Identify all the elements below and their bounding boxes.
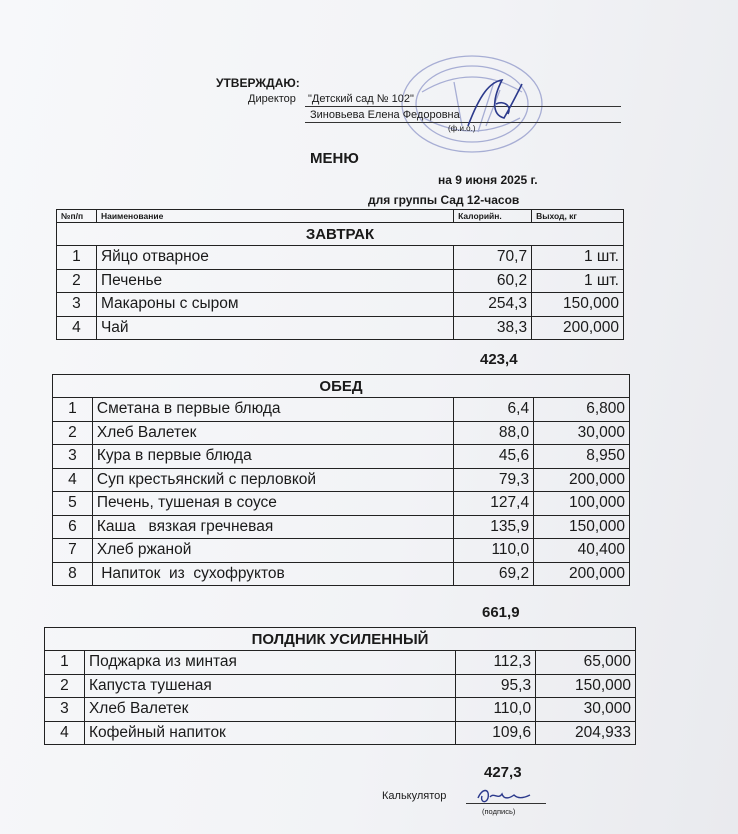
header-calories: Калорийн.: [454, 210, 532, 223]
row-calories: 127,4: [454, 492, 534, 516]
menu-group: для группы Сад 12-часов: [368, 193, 520, 207]
row-output: 200,000: [534, 562, 630, 586]
table-row: [53, 515, 630, 539]
row-calories: 88,0: [454, 421, 534, 445]
row-num: 4: [53, 468, 93, 492]
row-output: 30,000: [534, 421, 630, 445]
row-output: 100,000: [534, 492, 630, 516]
row-output: 40,400: [534, 539, 630, 563]
row-output: 150,000: [536, 674, 636, 698]
section-title-row: [57, 223, 624, 246]
table-row: [53, 445, 630, 469]
calculator-label: Калькулятор: [382, 790, 447, 802]
row-name: Хлеб Валетек: [92, 421, 453, 445]
director-label: Директор: [248, 93, 296, 105]
row-num: 2: [53, 421, 93, 445]
menu-title: МЕНЮ: [310, 150, 359, 167]
row-output: 30,000: [536, 698, 636, 722]
table-row: [45, 698, 636, 722]
row-calories: 38,3: [454, 316, 532, 340]
row-name: Поджарка из минтая: [84, 651, 455, 675]
row-name: Печень, тушеная в соусе: [92, 492, 453, 516]
row-calories: 69,2: [454, 562, 534, 586]
header-output: Выход, кг: [532, 210, 624, 223]
section-title-row: [45, 628, 636, 651]
row-calories: 6,4: [454, 398, 534, 422]
fio-hint: (ф.и.о.): [448, 124, 476, 133]
breakfast-table: [56, 209, 624, 340]
header-name: Наименование: [96, 210, 453, 223]
table-row: [45, 721, 636, 745]
row-num: 6: [53, 515, 93, 539]
snack-title: ПОЛДНИК УСИЛЕННЫЙ: [45, 628, 636, 651]
row-num: 7: [53, 539, 93, 563]
row-num: 1: [57, 246, 97, 270]
table-row: [53, 468, 630, 492]
row-name: Хлеб ржаной: [92, 539, 453, 563]
row-name: Чай: [96, 316, 453, 340]
row-num: 4: [57, 316, 97, 340]
row-num: 1: [53, 398, 93, 422]
table-row: [53, 539, 630, 563]
lunch-total: 661,9: [482, 604, 520, 621]
row-name: Сметана в первые блюда: [92, 398, 453, 422]
row-output: 150,000: [532, 293, 624, 317]
table-header-row: [57, 210, 624, 223]
row-calories: 112,3: [456, 651, 536, 675]
breakfast-total: 423,4: [480, 351, 518, 368]
row-output: 1 шт.: [532, 246, 624, 270]
row-num: 3: [45, 698, 85, 722]
row-calories: 109,6: [456, 721, 536, 745]
row-num: 8: [53, 562, 93, 586]
row-num: 3: [53, 445, 93, 469]
table-row: [57, 316, 624, 340]
row-calories: 95,3: [456, 674, 536, 698]
signature-hint: (подпись): [482, 807, 516, 816]
approval-title: УТВЕРЖДАЮ:: [216, 76, 300, 90]
table-row: [53, 492, 630, 516]
row-calories: 135,9: [454, 515, 534, 539]
row-output: 200,000: [532, 316, 624, 340]
row-name: Кофейный напиток: [84, 721, 455, 745]
lunch-title: ОБЕД: [53, 375, 630, 398]
row-output: 204,933: [536, 721, 636, 745]
row-calories: 254,3: [454, 293, 532, 317]
row-calories: 79,3: [454, 468, 534, 492]
row-calories: 60,2: [454, 269, 532, 293]
row-calories: 45,6: [454, 445, 534, 469]
row-output: 200,000: [534, 468, 630, 492]
table-row: [53, 562, 630, 586]
table-row: [57, 246, 624, 270]
section-title-row: [53, 375, 630, 398]
menu-date: на 9 июня 2025 г.: [438, 173, 538, 187]
row-output: 8,950: [534, 445, 630, 469]
table-row: [45, 651, 636, 675]
director-signature: [460, 74, 530, 134]
row-name: Кура в первые блюда: [92, 445, 453, 469]
header-num: №п/п: [57, 210, 97, 223]
table-row: [45, 674, 636, 698]
row-num: 3: [57, 293, 97, 317]
row-num: 1: [45, 651, 85, 675]
row-calories: 110,0: [456, 698, 536, 722]
row-output: 150,000: [534, 515, 630, 539]
row-num: 2: [45, 674, 85, 698]
row-name: Печенье: [96, 269, 453, 293]
row-calories: 110,0: [454, 539, 534, 563]
row-name: Капуста тушеная: [84, 674, 455, 698]
row-name: Яйцо отварное: [96, 246, 453, 270]
lunch-table: [52, 374, 630, 586]
row-num: 2: [57, 269, 97, 293]
row-name: Каша вязкая гречневая: [92, 515, 453, 539]
director-organization: "Детский сад № 102": [308, 93, 414, 105]
table-row: [53, 398, 630, 422]
row-calories: 70,7: [454, 246, 532, 270]
table-row: [57, 293, 624, 317]
row-output: 1 шт.: [532, 269, 624, 293]
snack-total: 427,3: [484, 764, 522, 781]
table-row: [57, 269, 624, 293]
row-output: 6,800: [534, 398, 630, 422]
row-name: Напиток из сухофруктов: [92, 562, 453, 586]
snack-table: [44, 627, 636, 745]
director-name: Зиновьева Елена Федоровна: [310, 109, 460, 121]
row-num: 5: [53, 492, 93, 516]
breakfast-title: ЗАВТРАК: [57, 223, 624, 246]
signature-line: [466, 803, 546, 804]
row-output: 65,000: [536, 651, 636, 675]
row-name: Макароны с сыром: [96, 293, 453, 317]
row-name: Суп крестьянский с перловкой: [92, 468, 453, 492]
row-num: 4: [45, 721, 85, 745]
table-row: [53, 421, 630, 445]
row-name: Хлеб Валетек: [84, 698, 455, 722]
